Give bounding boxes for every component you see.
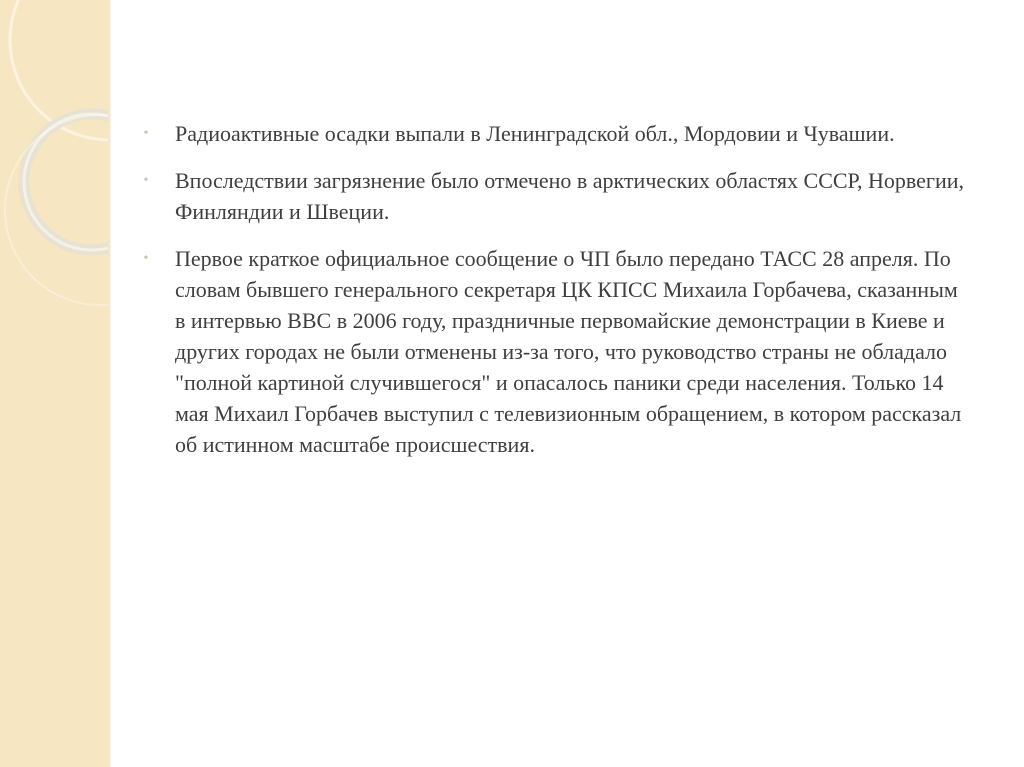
- bullet-dot-icon: •: [143, 251, 149, 266]
- slide-content: [140, 118, 970, 476]
- decorative-ring-bold: [24, 114, 111, 250]
- bullet-item: [140, 165, 970, 227]
- bullet-text: Впоследствии загрязнение было отмечено в арктических областях СССР, Норвегии, Финляндии и Швеции.: [175, 168, 965, 224]
- decorative-side-panel: [0, 0, 111, 767]
- bullet-text: Первое краткое официальное сообщение о ЧП было передано ТАСС 28 апреля. По словам бывшего генерального секретаря ЦК КПСС Михаила Горбачева, сказанным в интервью BBC в 2006 году, праздничные первомайские демонстрации в Киеве и других городах не были отменены из-за того, что руководство страны не обладало "полной картиной случившегося" и опасалось паники среди населения. Только 14 мая Михаил Горбачев выступил с телевизионным обращением, в котором рассказал об истинном масштабе происшествия.: [175, 246, 962, 457]
- bullet-dot-icon: •: [143, 126, 149, 141]
- bullet-item: [140, 243, 970, 460]
- decorative-circles: [0, 0, 111, 767]
- bullet-text: Радиоактивные осадки выпали в Ленинградской обл., Мордовии и Чувашии.: [175, 121, 895, 146]
- bullet-dot-icon: •: [143, 173, 149, 188]
- bullet-list: [140, 118, 970, 460]
- decorative-ring-thin: [5, 115, 111, 305]
- bullet-item: [140, 118, 970, 149]
